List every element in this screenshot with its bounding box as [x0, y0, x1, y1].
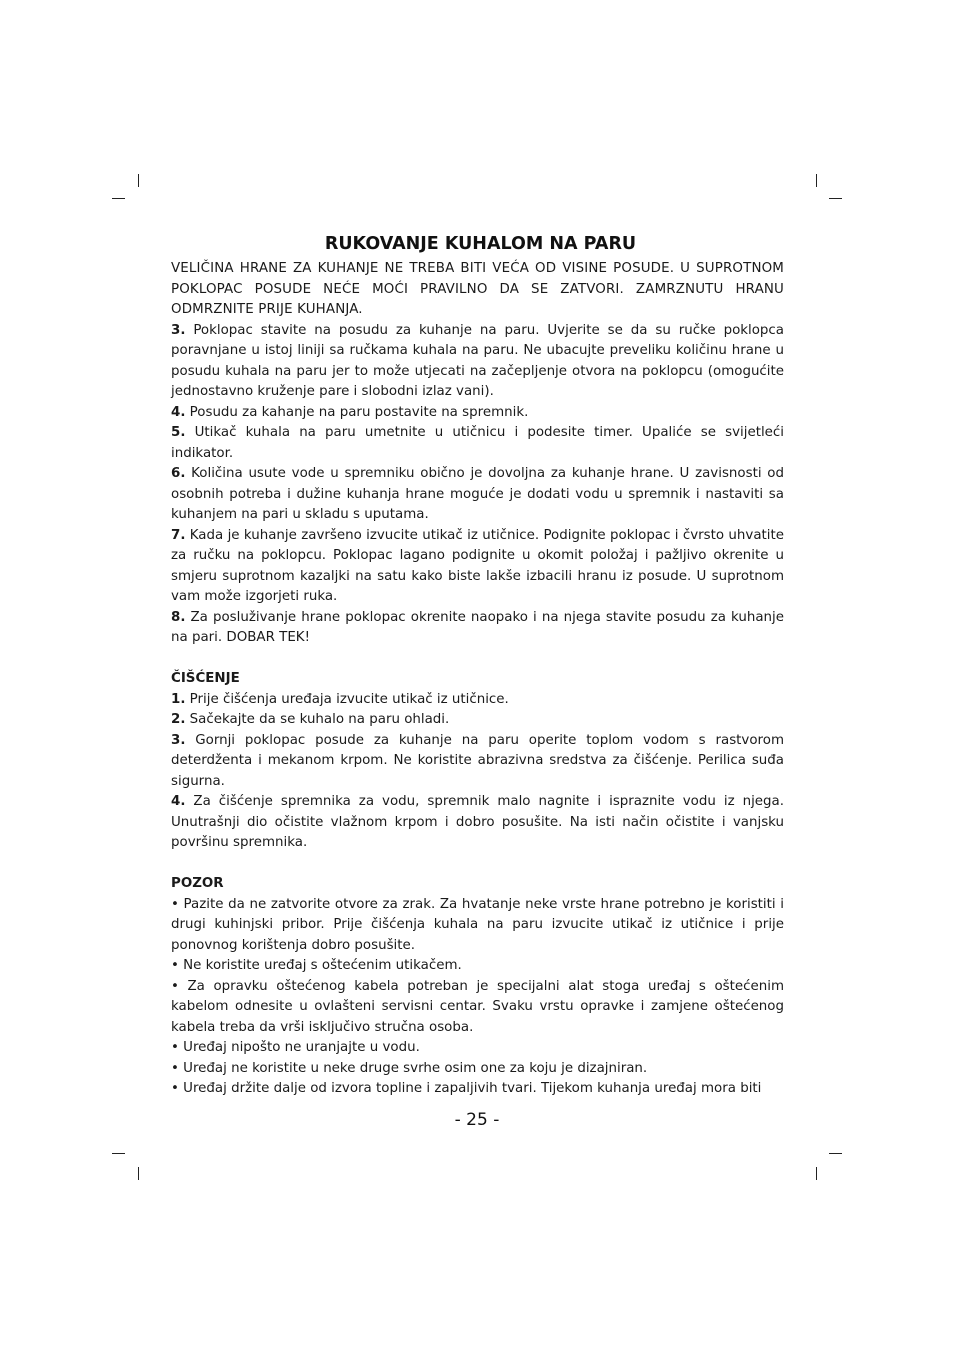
- step-item-number: 6.: [171, 466, 186, 481]
- cleaning-item-text: Prije čišćenja uređaja izvucite utikač iz utičnice.: [189, 691, 509, 707]
- step-item-number: 4.: [171, 404, 186, 420]
- step-item-text: Poklopac stavite na posudu za kuhanje na paru. Uvjerite se da su ručke poklopca poravnjane u istoj liniji sa ručkama kuhala na paru. Ne ubacujte preveliku količinu hrane u posudu kuhala na paru jer to može utjecati na začepljenje otvora na poklopcu (omogućite jednostavno kruženje pare i slobodni izlaz vani).: [171, 322, 784, 399]
- step-item: [171, 526, 784, 608]
- cleaning-item-number: 4.: [171, 794, 186, 809]
- cleaning-item-number: 2.: [171, 712, 186, 727]
- step-item-text: Utikač kuhala na paru umetnite u utičnicu i podesite timer. Upaliće se svijetleći indikator.: [171, 425, 785, 461]
- cleaning-item-text: Sačekajte da se kuhalo na paru ohladi.: [189, 712, 450, 727]
- step-item-text: Posudu za kahanje na paru postavite na spremnik.: [189, 404, 529, 420]
- step-item: [171, 608, 784, 649]
- page-content: [171, 232, 784, 1100]
- crop-mark-bottom-left-vertical: [138, 1167, 139, 1180]
- crop-mark-bottom-left-horizontal: [112, 1153, 125, 1154]
- cleaning-item-number: 3.: [171, 732, 186, 748]
- steps-list: [171, 321, 784, 649]
- step-item-text: Količina usute vode u spremniku obično je dovoljna za kuhanje hrane. U zavisnosti od osobnih potreba i dužine kuhanja hrane moguće je dodati vodu u spremnik i nastaviti sa kuhanjem na pari u skladu s uputama.: [171, 466, 785, 522]
- step-item-text: Za posluživanje hrane poklopac okrenite naopako i na njega stavite posudu za kuhanje na pari. DOBAR TEK!: [171, 609, 785, 645]
- cleaning-list: [171, 690, 784, 854]
- warning-list: [171, 895, 784, 1100]
- crop-mark-bottom-right-vertical: [816, 1167, 817, 1180]
- cleaning-item-number: 1.: [171, 691, 186, 707]
- step-item-number: 5.: [171, 425, 186, 440]
- step-item-number: 3.: [171, 322, 186, 338]
- step-item: [171, 423, 784, 464]
- intro-paragraph: VELIČINA HRANE ZA KUHANJE NE TREBA BITI VEĆA OD VISINE POSUDE. U SUPROTNOM POKLOPAC POSUDE NEĆE MOĆI PRAVILNO DA SE ZATVORI. ZAMRZNUTU HRANU ODMRZNITE PRIJE KUHANJA.: [171, 261, 784, 317]
- warning-item: • Uređaj ne koristite u neke druge svrhe osim one za koju je dizajniran.: [171, 1060, 648, 1076]
- warning-item: • Pazite da ne zatvorite otvore za zrak. Za hvatanje neke vrste hrane potrebno je koristiti i drugi kuhinjski pribor. Prije čišćenja kuhala na paru izvucite utikač iz utičnice i prije ponovnog korištenja dobro posušite.: [171, 896, 784, 953]
- warning-heading: POZOR: [171, 876, 224, 891]
- crop-mark-top-right-horizontal: [829, 198, 842, 199]
- page-number: - 25 -: [454, 1110, 500, 1130]
- crop-mark-bottom-right-horizontal: [829, 1153, 842, 1154]
- crop-mark-top-right-vertical: [816, 174, 817, 187]
- warning-item: • Uređaj držite dalje od izvora topline i zapaljivih tvari. Tijekom kuhanja uređaj mora biti: [171, 1081, 762, 1096]
- step-item: [171, 464, 784, 526]
- cleaning-item: [171, 690, 784, 711]
- step-item-number: 8.: [171, 609, 186, 625]
- cleaning-item: [171, 792, 784, 854]
- warning-item: • Ne koristite uređaj s oštećenim utikačem.: [171, 958, 462, 973]
- cleaning-item-text: Gornji poklopac posude za kuhanje na paru operite toplom vodom s rastvorom deterdženta i mekanom krpom. Ne koristite abrazivna sredstva za čišćenje. Perilica suđa sigurna.: [171, 732, 784, 789]
- crop-mark-top-left-horizontal: [112, 198, 125, 199]
- cleaning-heading: ČIŠĆENJE: [171, 671, 240, 686]
- warning-item: • Uređaj nipošto ne uranjajte u vodu.: [171, 1040, 420, 1055]
- cleaning-item-text: Za čišćenje spremnika za vodu, spremnik malo nagnite i ispraznite vodu iz njega. Unutrašnji dio očistite vlažnom krpom i dobro posušite. Na isti način očistite i vanjsku površinu spremnika.: [171, 794, 785, 850]
- step-item-number: 7.: [171, 527, 186, 543]
- page-title: RUKOVANJE KUHALOM NA PARU: [324, 234, 637, 254]
- cleaning-item: [171, 710, 784, 731]
- crop-mark-top-left-vertical: [138, 174, 139, 187]
- cleaning-item: [171, 731, 784, 793]
- step-item: [171, 321, 784, 403]
- warning-item: • Za opravku oštećenog kabela potreban je specijalni alat stoga uređaj s oštećenim kabelom odnesite u ovlašteni servisni centar. Svaku vrstu opravke i zamjene oštećenog kabela treba da vrši isključivo stručna osoba.: [171, 978, 784, 1035]
- step-item: [171, 403, 784, 424]
- step-item-text: Kada je kuhanje završeno izvucite utikač iz utičnice. Podignite poklopac i čvrsto uhvatite za ručku na poklopcu. Poklopac lagano podignite u okomit položaj i pažljivo okrenite u smjeru suprotnom kazaljki na satu kako biste lakše izbacili hranu iz posude. U suprotnom vam može izgorjeti ruka.: [171, 527, 784, 604]
